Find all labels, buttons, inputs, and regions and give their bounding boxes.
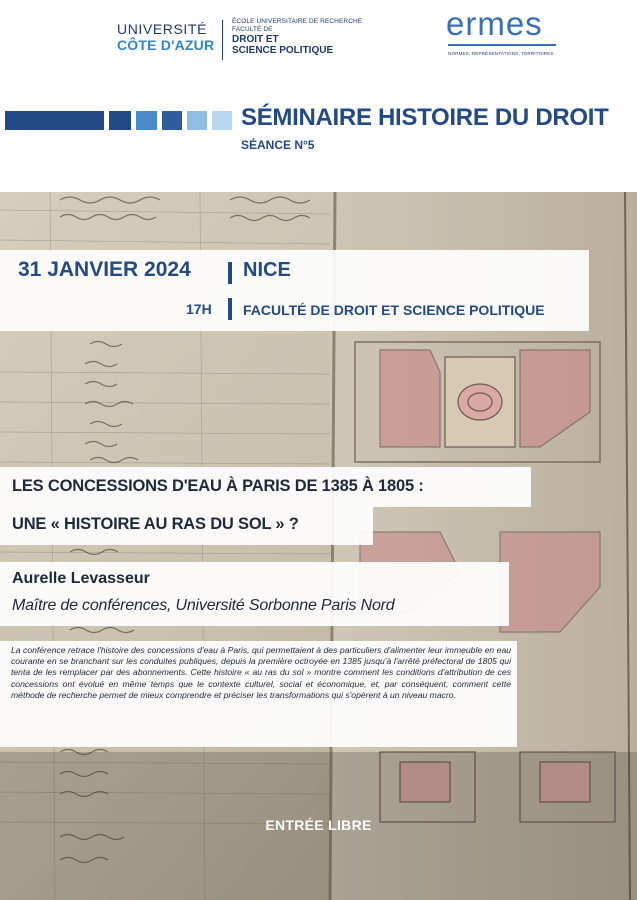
date-divider-top — [228, 262, 232, 284]
ecole-line3: DROIT ET — [232, 34, 279, 45]
seminar-title: SÉMINAIRE HISTOIRE DU DROIT — [241, 104, 609, 131]
speaker-name: Aurelle Levasseur — [12, 570, 150, 587]
ermes-logo — [446, 5, 596, 56]
logo-divider — [222, 20, 223, 60]
free-entry-label: ENTRÉE LIBRE — [265, 817, 372, 833]
speaker-affiliation: Maître de conférences, Université Sorbonne Paris Nord — [12, 597, 395, 614]
uca-logo-line1: UNIVERSITÉ — [117, 21, 208, 37]
event-date: 31 JANVIER 2024 — [18, 258, 191, 281]
ecole-line4: SCIENCE POLITIQUE — [232, 45, 334, 56]
ecole-logo-text — [232, 18, 362, 56]
ermes-logo-tagline: NORMES, REPRÉSENTATIONS, TERRITOIRES — [448, 51, 554, 56]
ecole-line1: ÉCOLE UNIVERSITAIRE DE RECHERCHE — [232, 18, 363, 25]
ecole-line2: FACULTÉ DE — [232, 26, 273, 33]
ermes-logo-rule — [448, 44, 556, 46]
conference-abstract: La conférence retrace l'histoire des concessions d'eau à Paris, qui permettaient à des particuliers d'alimenter leur immeuble en eau courante en se branchant sur les conduites publiques, depuis la première octroyée en 1385 jusqu'à l'arrêté préfectoral de 1805 qui tenta de les remplacer par des abonnements. Cette histoire « au ras du sol » montre comment les conditions d'attribution de ces concessions ont évolué en même temps que le contexte culturel, social et économique, et, par conséquent, comment cette méthode de recherche permet de mieux comprendre et préciser les transformations qui s'opèrent à un niveau macro. — [11, 645, 511, 700]
uca-logo-line2: CÔTE D'AZUR — [117, 37, 215, 53]
universite-cote-dazur-logo — [117, 22, 214, 53]
event-venue: FACULTÉ DE DROIT ET SCIENCE POLITIQUE — [243, 302, 545, 318]
conference-title-line1: LES CONCESSIONS D'EAU À PARIS DE 1385 À 1805 : — [12, 477, 424, 495]
ermes-logo-word: ermes — [446, 5, 543, 42]
event-city: NICE — [243, 259, 291, 281]
seance-number: SÉANCE N°5 — [241, 138, 315, 152]
event-time: 17H — [186, 301, 212, 317]
conference-title-line2: UNE « HISTOIRE AU RAS DU SOL » ? — [12, 515, 299, 533]
date-divider-bottom — [228, 298, 232, 320]
